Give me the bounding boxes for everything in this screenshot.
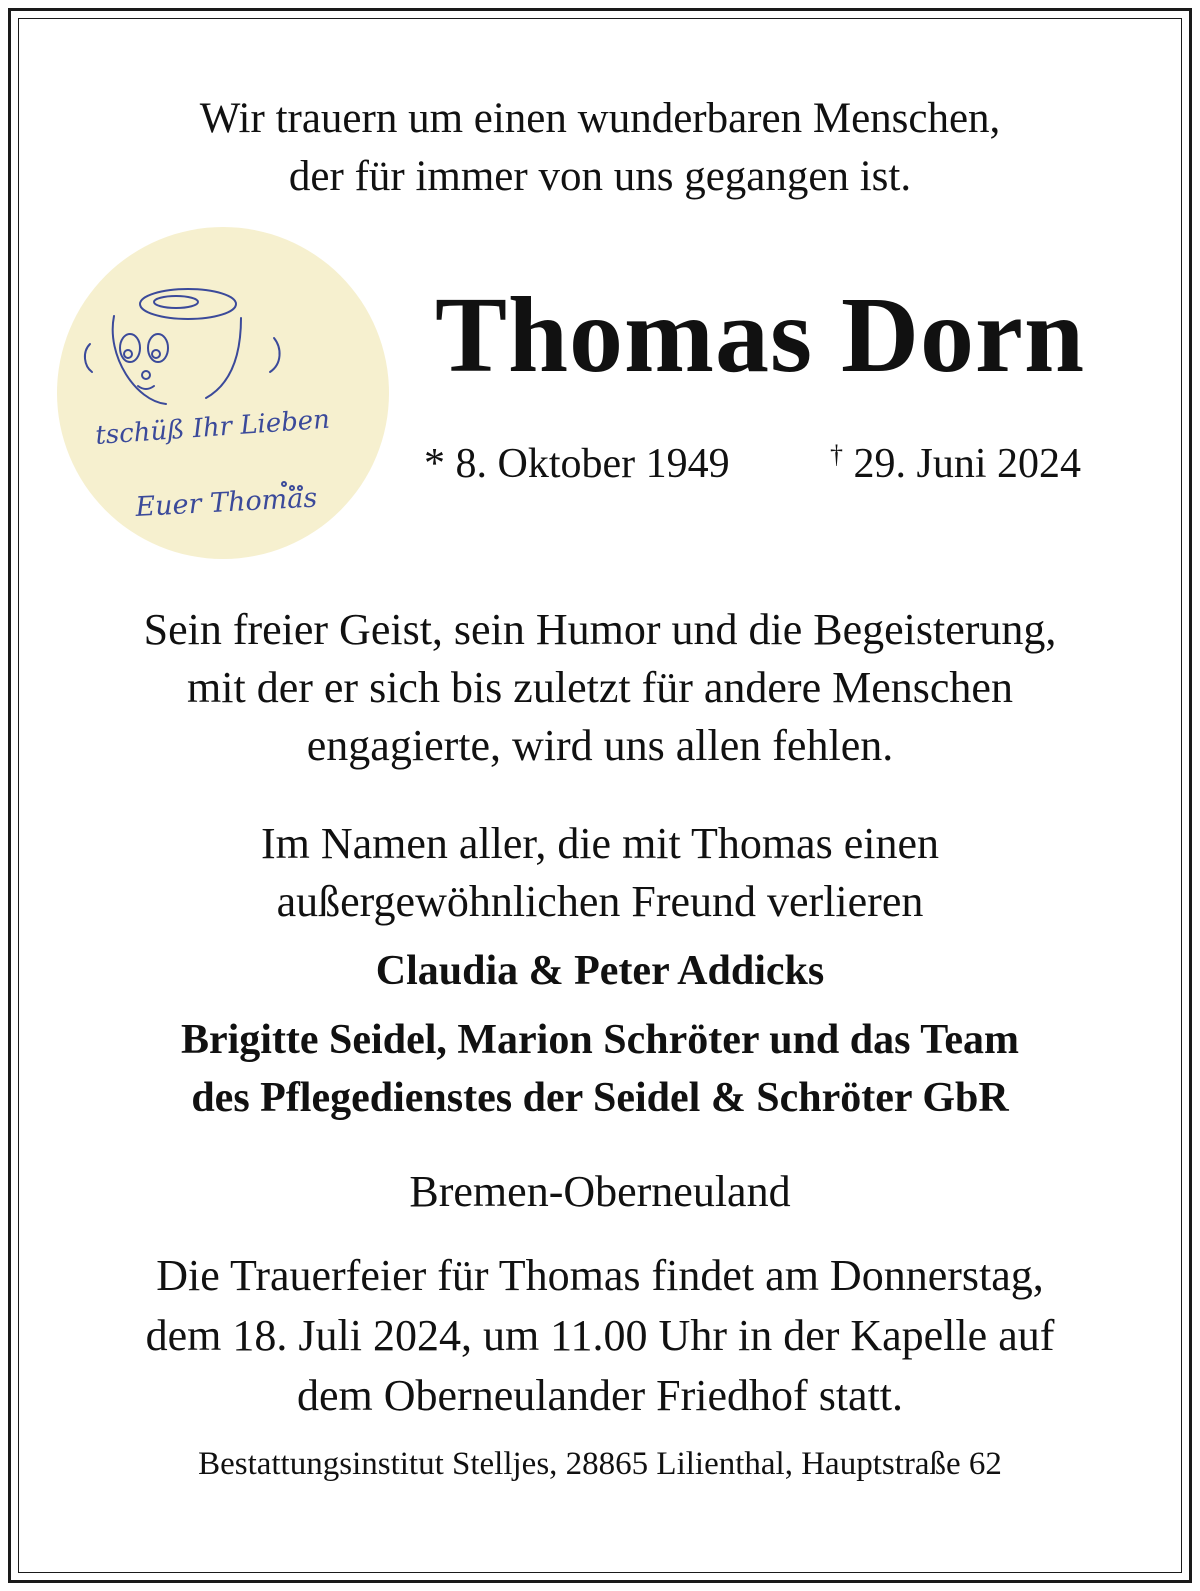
service-line-2: dem 18. Juli 2024, um 11.00 Uhr in der Kapelle auf	[145, 1311, 1055, 1360]
tribute-line-2: mit der er sich bis zuletzt für andere Menschen	[187, 663, 1013, 712]
intro-line-1: Wir trauern um einen wunderbaren Menschen,	[199, 95, 1001, 142]
mourners-line-2: Brigitte Seidel, Marion Schröter und das Team	[180, 1017, 1020, 1063]
mourners-intro-line-1: Im Namen aller, die mit Thomas einen	[260, 819, 939, 868]
place-name: Bremen-Oberneuland	[409, 1167, 791, 1216]
intro-line-2: der für immer von uns gegangen ist.	[288, 153, 912, 200]
birth-symbol: *	[424, 441, 445, 487]
funeral-home-info: Bestattungsinstitut Stelljes, 28865 Lilienthal, Hauptstraße 62	[198, 1446, 1002, 1482]
service-line-1: Die Trauerfeier für Thomas findet am Donnerstag,	[156, 1251, 1044, 1300]
mourners-intro-line-2: außergewöhnlichen Freund verlieren	[276, 877, 924, 926]
hand-drawn-smiley-drawing	[56, 226, 390, 560]
mourners-line-3: des Pflegedienstes der Seidel & Schröter GbR	[191, 1075, 1009, 1121]
death-symbol: †	[830, 440, 843, 469]
tribute-line-3: engagierte, wird uns allen fehlen.	[306, 721, 894, 770]
drawing-signature-text: Euer Thomas	[134, 482, 318, 523]
birth-date	[424, 440, 730, 488]
mourners-line-1: Claudia & Peter Addicks	[375, 948, 825, 994]
death-date	[830, 440, 1081, 488]
drawing-greeting-text: tschüß Ihr Lieben	[94, 404, 331, 451]
deceased-name: Thomas Dorn	[434, 276, 1086, 395]
birth-date-text: 8. Oktober 1949	[455, 441, 730, 487]
death-date-text: 29. Juni 2024	[853, 441, 1082, 487]
tribute-line-1: Sein freier Geist, sein Humor und die Begeisterung,	[143, 605, 1057, 654]
service-line-3: dem Oberneulander Friedhof statt.	[296, 1371, 904, 1420]
